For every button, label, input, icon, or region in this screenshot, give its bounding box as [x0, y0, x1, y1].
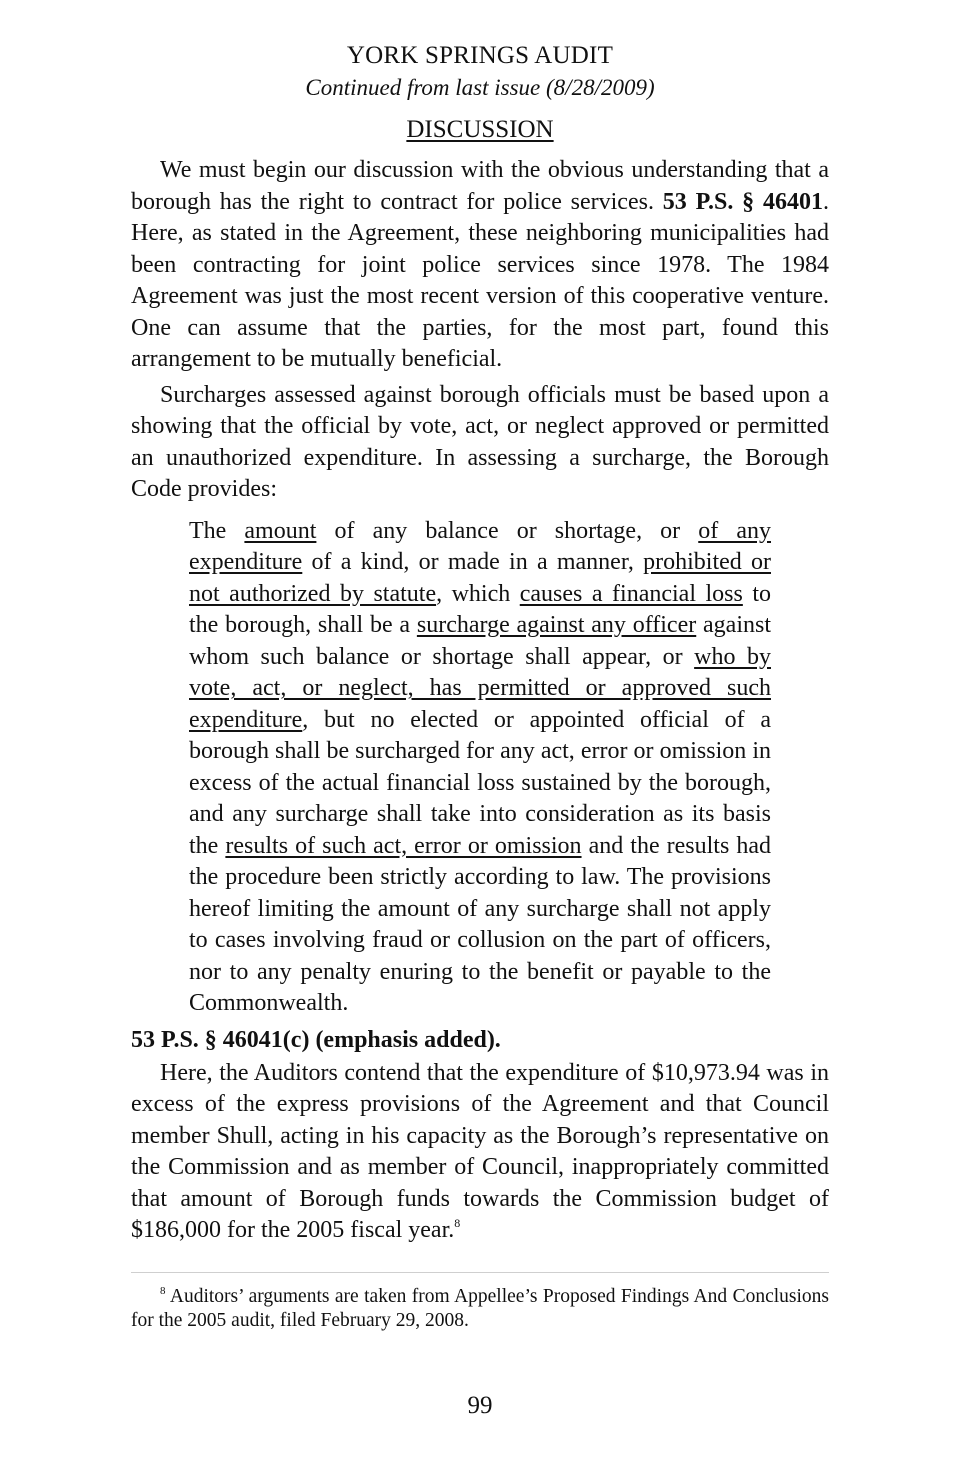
paragraph-3-text: Here, the Auditors contend that the expenditure of $10,973.94 was in excess of the express provisions of the Agreement and that Council member Shull, acting in his capacity as the Borough’s representative on the Commission and as member of Council, inappropriately committed that amount of Borough funds towards the Commission budget of $186,000 for the 2005 fiscal year.: [131, 1059, 829, 1243]
quote-emphasis: prohibited or not authorized by statute: [189, 549, 771, 607]
quote-emphasis: surcharge against any officer: [416, 612, 697, 638]
borough-code-quote: [189, 516, 771, 1020]
quote-emphasis: results of such act, error or omission: [225, 832, 582, 859]
quote-emphasis: amount: [244, 517, 317, 544]
paragraph-surcharges: Surcharges assessed against borough officials must be based upon a showing that the official by vote, act, or neglect approved or permitted an unauthorized expenditure. In assessing a surcharge, the Borough Code provides:: [131, 381, 829, 502]
quote-segment: and the results had the procedure been strictly according to law. The provisions hereof limiting the amount of any surcharge shall not apply to cases involving fraud or collusion on the part of officers, nor to any penalty enuring to the benefit or payable to the Commonwealth.: [189, 832, 771, 1016]
quote-segment: The: [189, 517, 245, 544]
quote-segment: , but no elected or appointed official of a borough shall be surcharged for any act, error or omission in excess of the actual financial loss sustained by the borough, and any surcharge shall take into consideration as its basis the: [189, 706, 771, 859]
quote-emphasis: causes a financial loss: [519, 580, 743, 607]
running-title: YORK SPRINGS AUDIT: [346, 42, 614, 69]
page-content: [131, 40, 829, 1333]
quote-citation: 53 P.S. § 46041(c) (emphasis added).: [131, 1026, 501, 1053]
paragraph-1-text-b: . Here, as stated in the Agreement, these neighboring municipalities had been contracting for joint police services since 1978. The 1984 Agreement was just the most recent version of this cooperative venture. One can assume that the parties, for the most part, found this arrangement to be mutually beneficial.: [131, 188, 829, 372]
quote-emphasis: of any expenditure: [189, 517, 771, 575]
running-subtitle: Continued from last issue (8/28/2009): [305, 75, 655, 100]
quote-segment: of a kind, or made in a manner,: [302, 549, 644, 575]
paragraph-1-text-a: We must begin our discussion with the obvious understanding that a borough has the right to contract for police services.: [131, 157, 829, 215]
quote-segment: of any balance or shortage, or: [316, 517, 699, 544]
footnote-reference[interactable]: 8: [454, 1216, 461, 1230]
page-number: 99: [467, 1392, 493, 1419]
footnote-divider: [131, 1272, 829, 1273]
section-heading-text: DISCUSSION: [406, 116, 554, 143]
quote-segment: against whom such balance or shortage shall appear, or: [189, 612, 771, 670]
quote-segment: to the borough, shall be a: [189, 580, 772, 638]
section-heading: [131, 114, 829, 146]
quote-segment: , which: [436, 580, 520, 607]
footnote-text: Auditors’ arguments are taken from Appellee’s Proposed Findings And Conclusions for the 2005 audit, filed February 29, 2008.: [131, 1285, 829, 1331]
statute-citation: 53 P.S. § 46401: [662, 188, 823, 215]
footnote: [131, 1285, 829, 1333]
footnote-marker: 8: [160, 1284, 166, 1297]
paragraph-contract-police: [131, 155, 829, 376]
paragraph-auditors-contend: [131, 1058, 829, 1247]
quote-emphasis: who by vote, act, or neglect, has permitted or approved such expenditure: [189, 643, 771, 733]
